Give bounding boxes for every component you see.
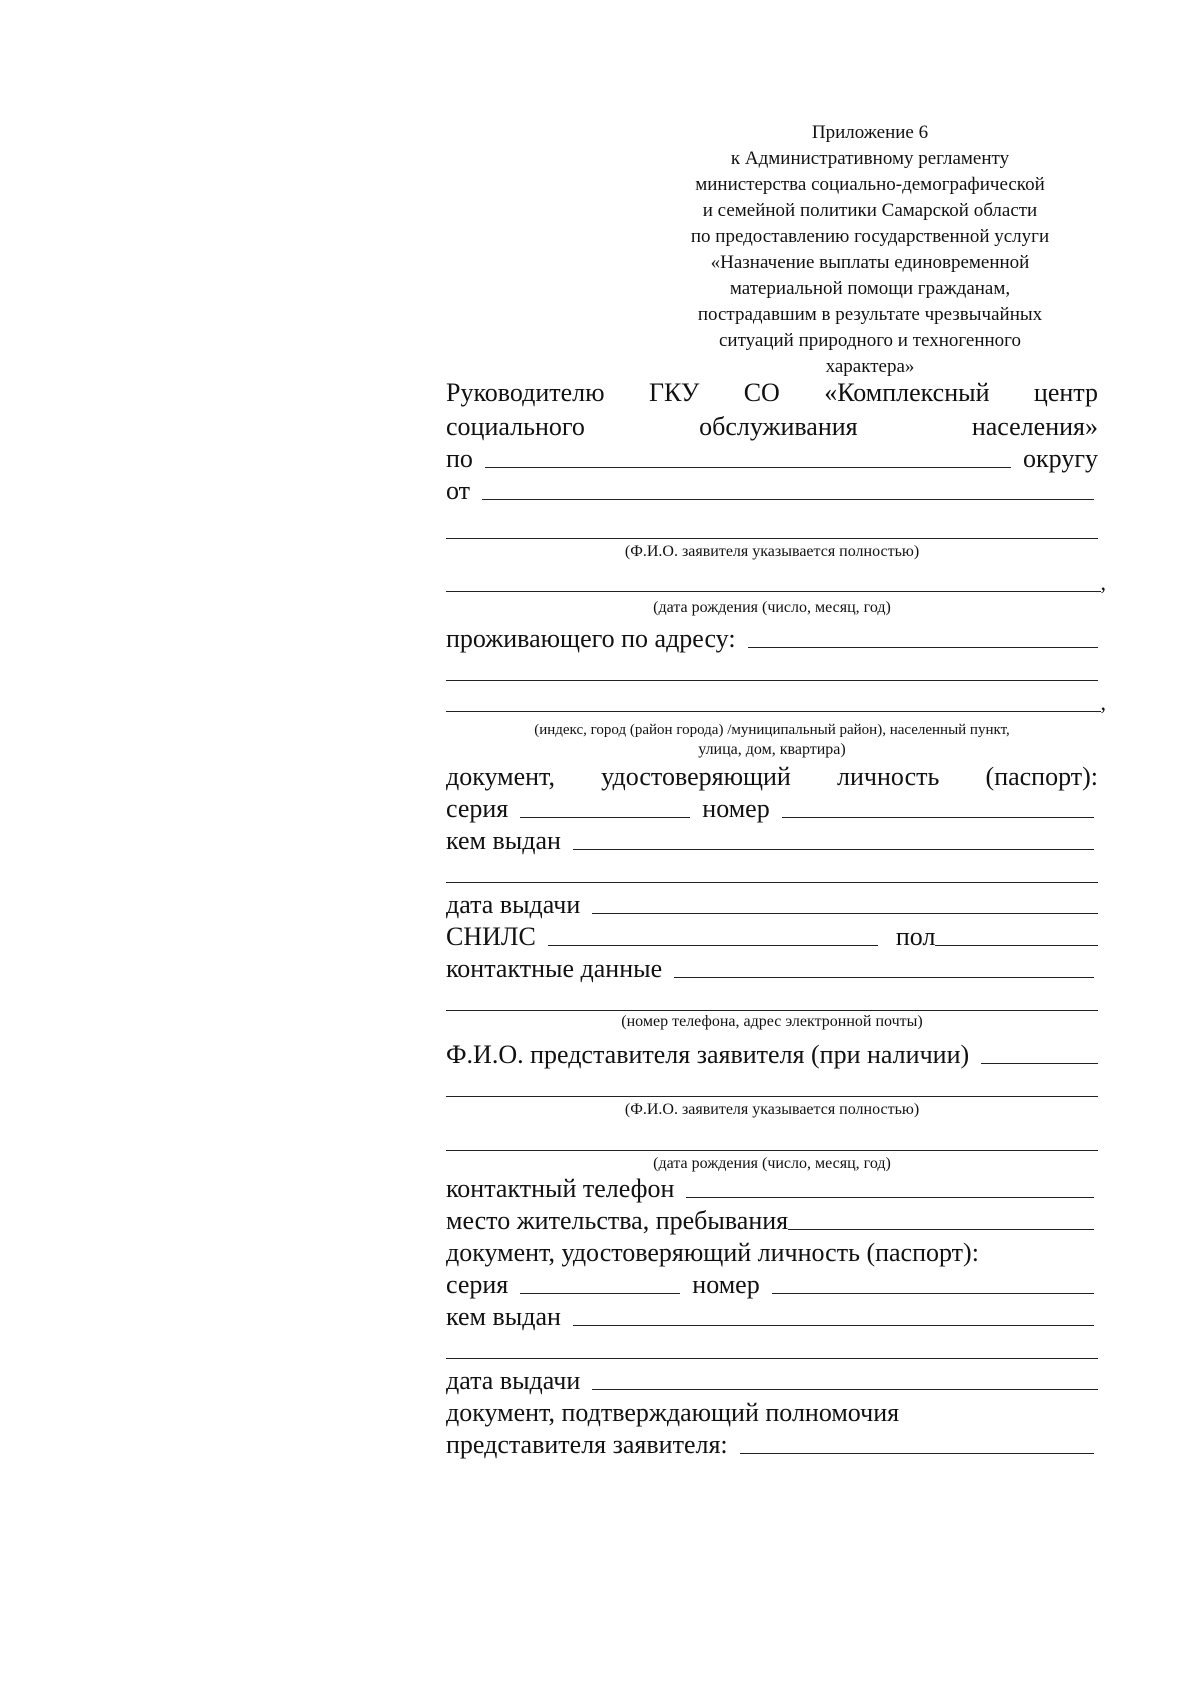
authority-doc-label-2: представителя заявителя: [446,1430,728,1459]
number-label: номер [702,794,770,823]
address-caption-1: (индекс, город (район города) /муниципальный район), населенный пункт, [534,722,1010,738]
representative-doc-row [446,1238,1098,1268]
authority-doc-row-2 [446,1430,1094,1460]
birth-date-row: , [446,568,1106,598]
representative-fio-field[interactable] [981,1063,1098,1064]
header-line: к Административному регламенту [730,148,1010,169]
representative-number-field[interactable] [772,1293,1094,1294]
representative-doc-label: документ, удостоверяющий личность (паспорт): [446,1238,979,1267]
address-line-3[interactable] [446,711,1101,712]
po-label: по [446,444,473,473]
representative-issue-date-field[interactable] [592,1389,1098,1390]
address-row [446,624,1098,654]
okrugu-label: округу [1023,444,1098,473]
address-field[interactable] [748,647,1098,648]
sex-label: пол [895,922,936,951]
applicant-name-field[interactable] [482,499,1094,500]
address-caption-2: улица, дом, квартира) [698,741,846,758]
contacts-row [446,954,1094,984]
issued-by-row [446,826,1094,856]
representative-series-label: серия [446,1270,509,1299]
representative-passport-row [446,1270,1094,1300]
contacts-label: контактные данные [446,954,663,983]
header-line: по предоставлению государственной услуги [690,226,1050,247]
sex-field[interactable] [935,945,1098,946]
representative-phone-label: контактный телефон [446,1174,675,1203]
contacts-caption: (номер телефона, адрес электронной почты) [621,1013,923,1030]
passport-series-row [446,794,1094,824]
issue-date-row [446,890,1098,920]
header-line: «Назначение выплаты единовременной [710,252,1030,273]
header-line: ситуаций природного и техногенного [719,330,1021,351]
issue-date-field[interactable] [592,913,1098,914]
representative-phone-field[interactable] [686,1197,1094,1198]
representative-fio-label: Ф.И.О. представителя заявителя (при наличии) [446,1040,970,1069]
applicant-birth-caption: (дата рождения (число, месяц, год) [653,599,891,616]
representative-phone-row [446,1174,1094,1204]
addressee-line-1: Руководителю ГКУ СО «Комплексный центр [446,378,1098,407]
authority-doc-row-1 [446,1398,1098,1428]
snils-label: СНИЛС [446,922,536,951]
ot-label: от [446,476,471,505]
issue-date-label: дата выдачи [446,890,581,919]
representative-residence-label: место жительства, пребывания [446,1206,789,1235]
representative-birth-caption: (дата рождения (число, месяц, год) [653,1155,891,1172]
address-line-2[interactable] [446,680,1098,681]
representative-residence-row [446,1206,1094,1236]
address-label: проживающего по адресу: [446,624,736,653]
header-line: министерства социально-демографической [695,174,1045,195]
representative-issued-by-line-2[interactable] [446,1358,1098,1359]
header-line: материальной помощи гражданам, [729,278,1011,299]
representative-issued-by-row [446,1302,1094,1332]
snils-field[interactable] [548,945,878,946]
address-line-3-row: , [446,688,1106,718]
from-field-row [446,476,1094,506]
contacts-line-2[interactable] [446,1010,1098,1011]
applicant-name-line-2[interactable] [446,538,1098,539]
header-line: пострадавшим в результате чрезвычайных [697,304,1043,325]
appendix-header [650,120,1090,380]
identity-doc-label: документ, удостоверяющий личность (паспорт): [446,762,1098,791]
authority-doc-label-1: документ, подтверждающий полномочия [446,1398,900,1427]
representative-fio-caption: (Ф.И.О. заявителя указывается полностью) [624,1101,920,1118]
representative-birth-date-field[interactable] [446,1150,1098,1151]
header-line: характера» [825,356,915,377]
representative-issue-date-label: дата выдачи [446,1366,581,1395]
addressee-line-2: социального обслуживания населения» [446,412,1098,441]
applicant-birth-date-field[interactable] [446,591,1101,592]
representative-fio-row [446,1040,1098,1070]
header-line: Приложение 6 [811,122,929,143]
representative-issued-by-field[interactable] [573,1325,1094,1326]
issued-by-line-2[interactable] [446,882,1098,883]
series-label: серия [446,794,509,823]
authority-doc-field[interactable] [740,1453,1094,1454]
applicant-fio-caption: (Ф.И.О. заявителя указывается полностью) [624,543,920,560]
district-field[interactable] [485,467,1011,468]
passport-series-field[interactable] [520,817,690,818]
issued-by-field[interactable] [573,849,1094,850]
representative-fio-line-2[interactable] [446,1096,1098,1097]
district-field-row [446,444,1098,474]
representative-issue-date-row [446,1366,1098,1396]
representative-issued-by-label: кем выдан [446,1302,561,1331]
passport-number-field[interactable] [782,817,1094,818]
snils-row [446,922,1098,952]
representative-number-label: номер [692,1270,760,1299]
header-line: и семейной политики Самарской области [702,200,1038,221]
representative-residence-field[interactable] [788,1229,1094,1230]
representative-series-field[interactable] [520,1293,680,1294]
contacts-field[interactable] [674,977,1094,978]
issued-by-label: кем выдан [446,826,561,855]
